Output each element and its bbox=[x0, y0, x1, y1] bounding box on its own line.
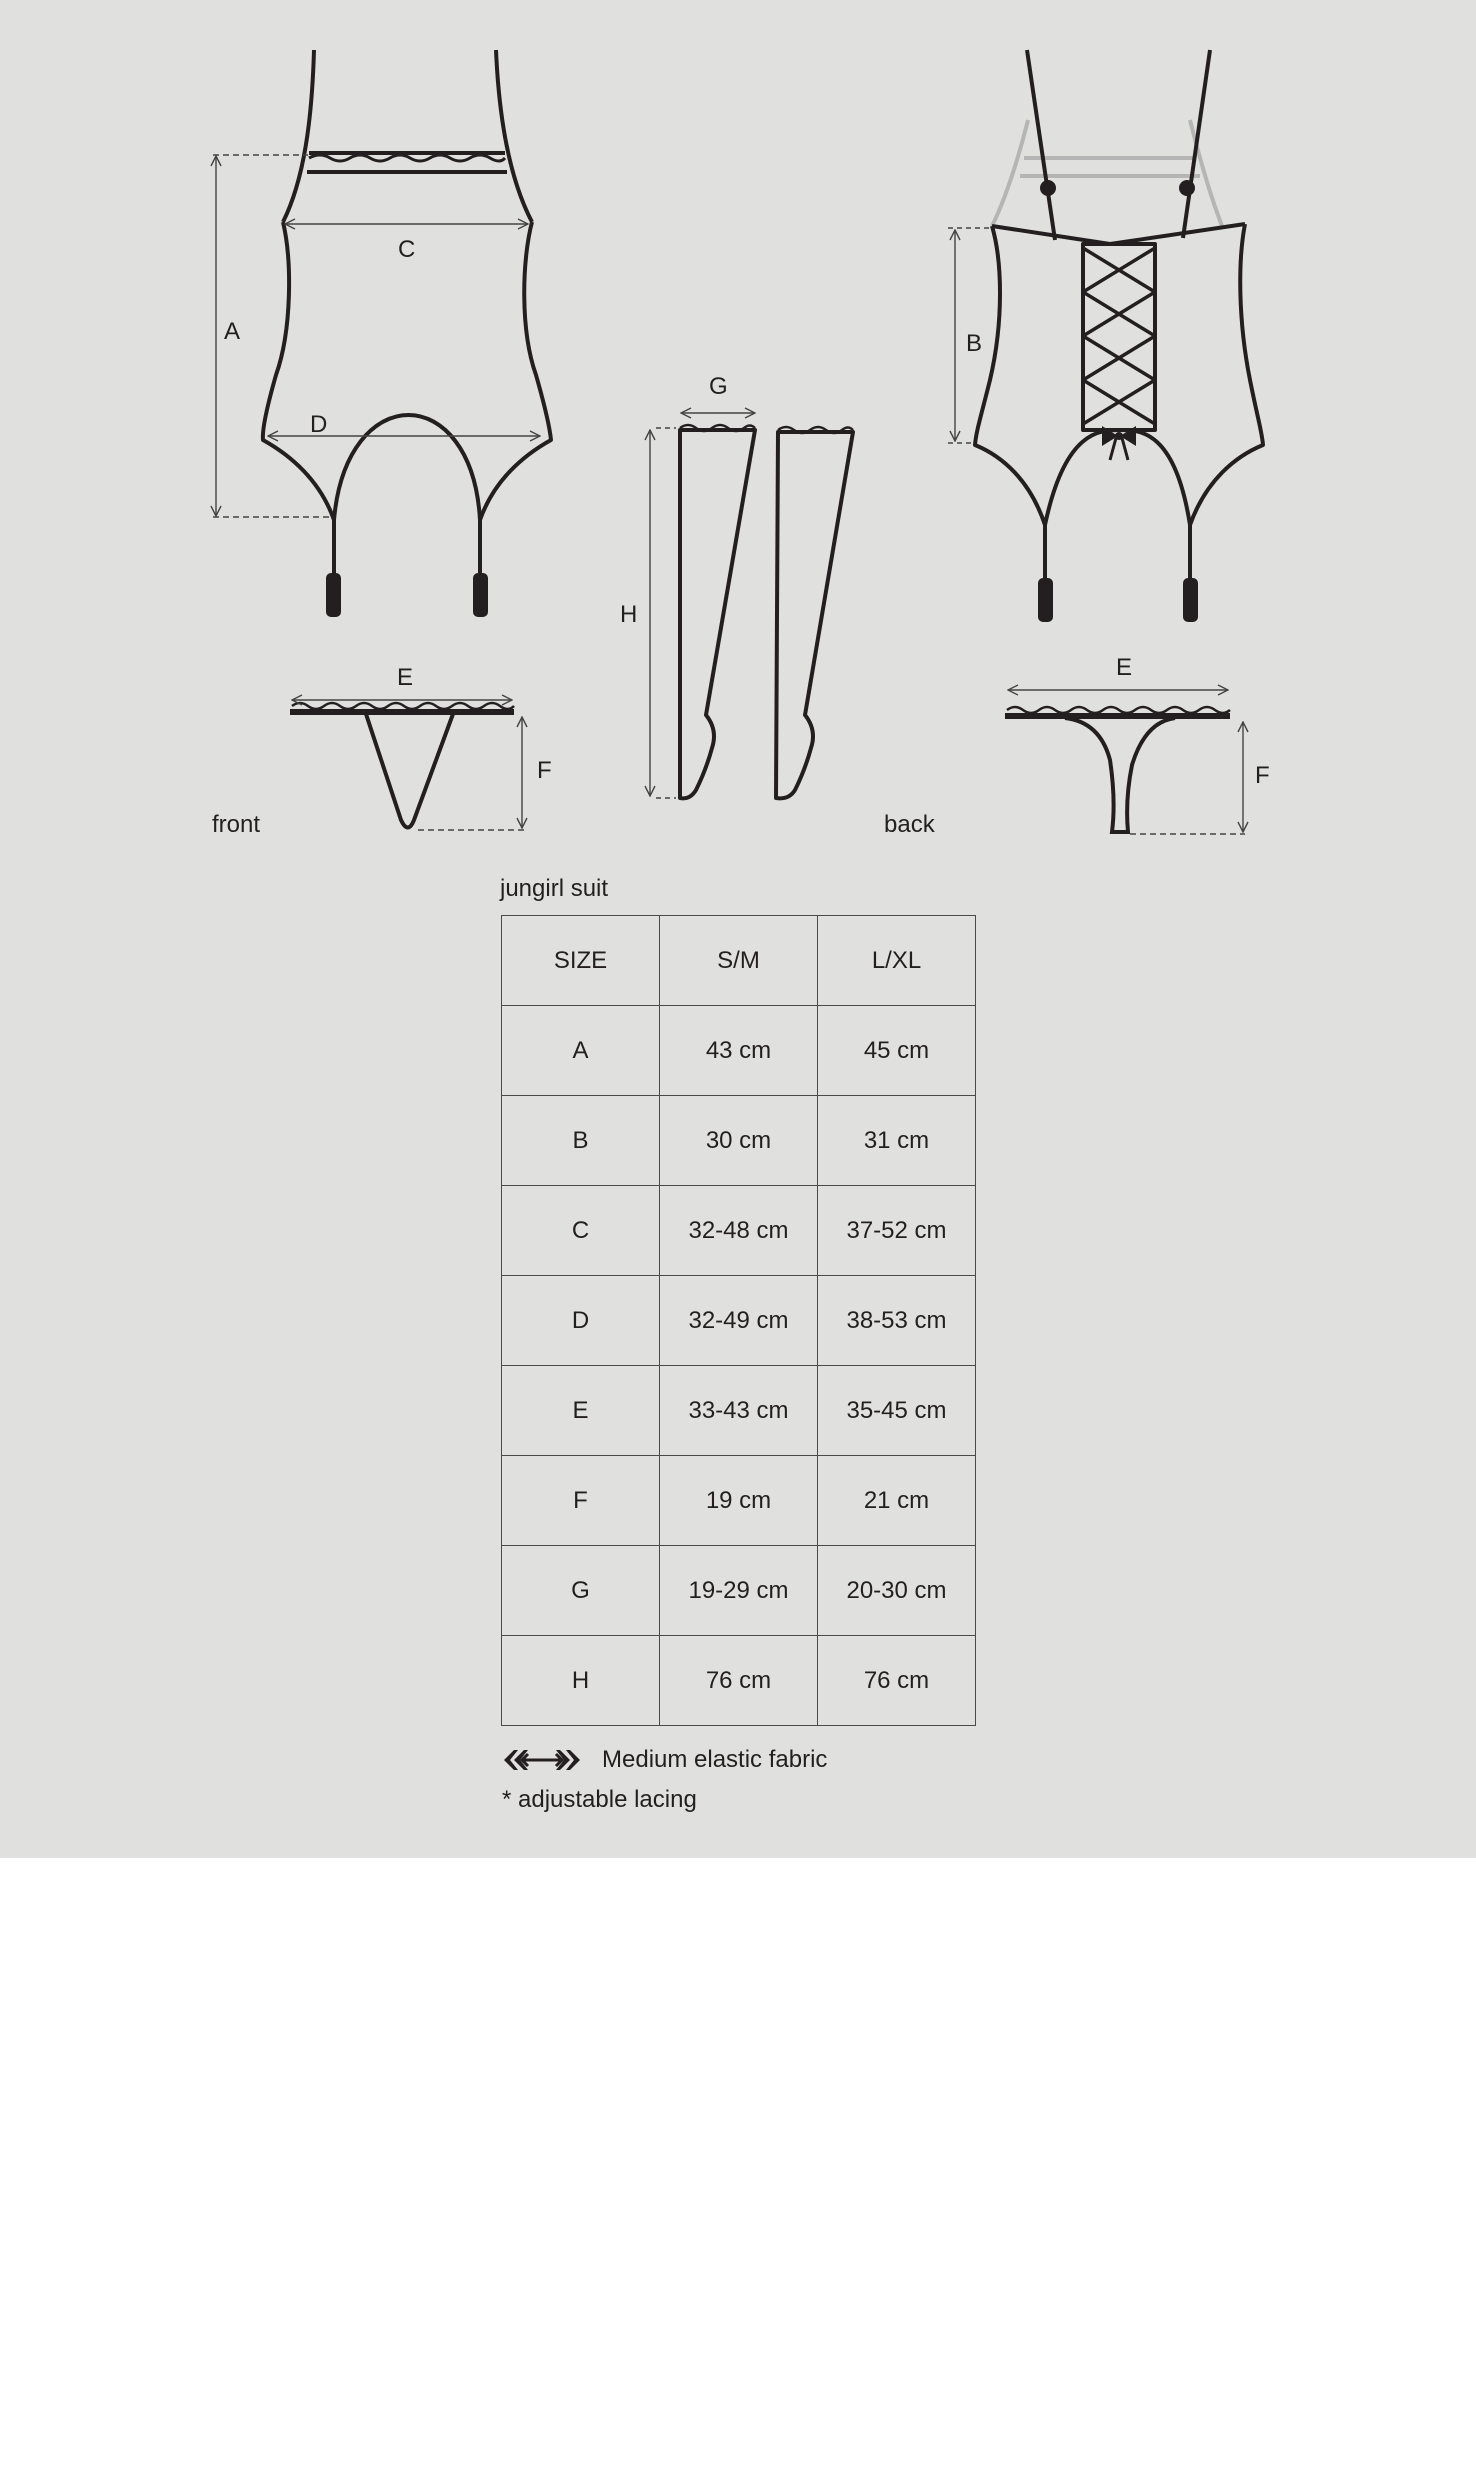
size-table bbox=[501, 915, 976, 1726]
table-row bbox=[502, 1096, 976, 1186]
legend bbox=[502, 1740, 827, 1820]
front-thong-drawing bbox=[290, 712, 514, 828]
garment-diagrams bbox=[0, 0, 1476, 880]
table-cell: 76 cm bbox=[818, 1636, 976, 1726]
table-cell: 31 cm bbox=[818, 1096, 976, 1186]
table-cell: G bbox=[502, 1546, 660, 1636]
table-row bbox=[502, 1186, 976, 1276]
back-view-label: back bbox=[884, 811, 935, 838]
back-thong-lace bbox=[1007, 707, 1230, 713]
header-cell: L/XL bbox=[818, 916, 976, 1006]
table-cell: C bbox=[502, 1186, 660, 1276]
back-corset-drawing bbox=[975, 50, 1263, 620]
table-cell: 38-53 cm bbox=[818, 1276, 976, 1366]
dim-label-H: H bbox=[620, 601, 638, 628]
front-corset-drawing bbox=[263, 50, 551, 615]
table-cell: 19-29 cm bbox=[660, 1546, 818, 1636]
dim-label-C: C bbox=[398, 236, 416, 263]
table-cell: 32-49 cm bbox=[660, 1276, 818, 1366]
front-thong-dimensions bbox=[292, 700, 528, 830]
table-cell: 30 cm bbox=[660, 1096, 818, 1186]
table-cell: 32-48 cm bbox=[660, 1186, 818, 1276]
front-thong-lace bbox=[292, 703, 514, 709]
table-cell: D bbox=[502, 1276, 660, 1366]
table-cell: 21 cm bbox=[818, 1456, 976, 1546]
table-cell: H bbox=[502, 1636, 660, 1726]
dim-label-F-back: F bbox=[1255, 762, 1270, 789]
dim-label-A: A bbox=[224, 318, 241, 345]
table-header-row bbox=[502, 916, 976, 1006]
front-dimensions bbox=[213, 155, 540, 517]
table-row bbox=[502, 1636, 976, 1726]
legend-fabric-row bbox=[502, 1740, 827, 1780]
medium-elastic-fabric-icon bbox=[502, 1746, 582, 1774]
dim-label-F-front: F bbox=[537, 757, 552, 784]
back-thong-drawing bbox=[1005, 716, 1230, 832]
front-view-label: front bbox=[212, 811, 261, 838]
table-cell: E bbox=[502, 1366, 660, 1456]
dim-label-G: G bbox=[709, 373, 728, 400]
table-cell: 37-52 cm bbox=[818, 1186, 976, 1276]
table-cell: 45 cm bbox=[818, 1006, 976, 1096]
table-cell: F bbox=[502, 1456, 660, 1546]
legend-fabric-text: Medium elastic fabric bbox=[602, 1746, 828, 1773]
legend-note-text: * adjustable lacing bbox=[502, 1786, 697, 1813]
front-lace-trim bbox=[309, 155, 505, 161]
table-cell: 76 cm bbox=[660, 1636, 818, 1726]
product-name: jungirl suit bbox=[500, 875, 609, 902]
header-cell: SIZE bbox=[502, 916, 660, 1006]
table-row bbox=[502, 1456, 976, 1546]
table-row bbox=[502, 1276, 976, 1366]
table-cell: 19 cm bbox=[660, 1456, 818, 1546]
table-row bbox=[502, 1546, 976, 1636]
legend-note-row bbox=[502, 1780, 827, 1820]
table-cell: 33-43 cm bbox=[660, 1366, 818, 1456]
table-cell: A bbox=[502, 1006, 660, 1096]
dim-label-E-back: E bbox=[1116, 654, 1133, 681]
stocking-dimensions bbox=[650, 413, 755, 798]
table-row bbox=[502, 1366, 976, 1456]
header-cell: S/M bbox=[660, 916, 818, 1006]
dim-label-E-front: E bbox=[397, 664, 414, 691]
dim-label-D: D bbox=[310, 411, 328, 438]
table-cell: 20-30 cm bbox=[818, 1546, 976, 1636]
table-cell: 35-45 cm bbox=[818, 1366, 976, 1456]
table-cell: B bbox=[502, 1096, 660, 1186]
stockings-drawing bbox=[680, 430, 853, 798]
table-cell: 43 cm bbox=[660, 1006, 818, 1096]
table-row bbox=[502, 1006, 976, 1096]
dim-label-B: B bbox=[966, 330, 983, 357]
